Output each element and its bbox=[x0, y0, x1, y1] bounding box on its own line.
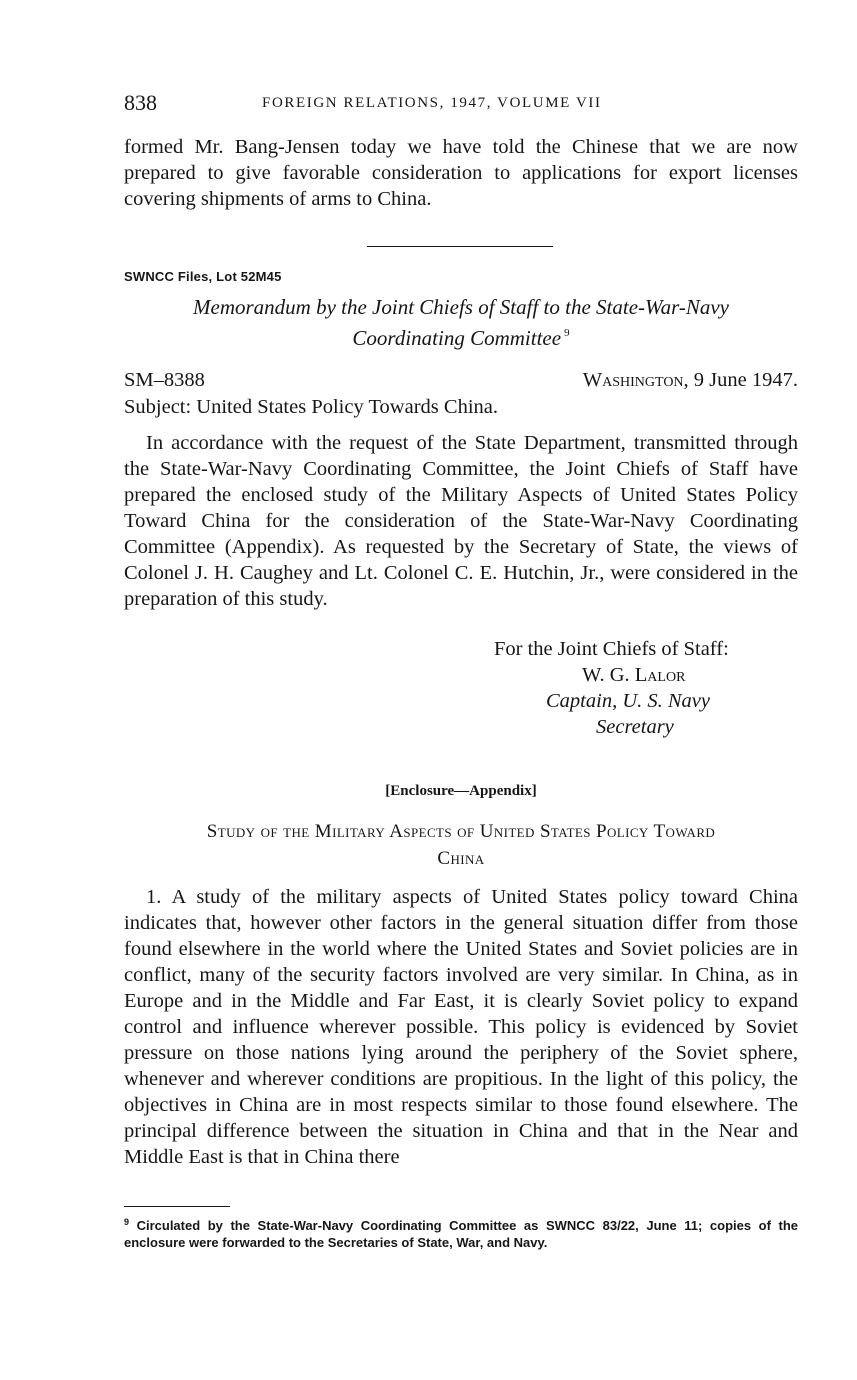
section-divider bbox=[367, 246, 553, 247]
carryover-paragraph: formed Mr. Bang-Jensen today we have told the Chinese that we are now prepared to give favorable consideration to applications for export licenses covering shipments of arms to China. bbox=[124, 136, 798, 210]
study-title-line1: Study of the Military Aspects of United States Policy Toward bbox=[206, 821, 716, 842]
signatory-title: Secretary bbox=[596, 716, 674, 738]
subject-line: Subject: United States Policy Towards China. bbox=[124, 396, 498, 418]
signatory-initials: W. G. bbox=[582, 664, 635, 686]
page-number: 838 bbox=[124, 90, 157, 115]
study-paragraph-1: 1. A study of the military aspects of United States policy toward China indicates that, however other factors in the general situation differ from those found elsewhere in the world where the United States and Soviet policies are in conflict, many of the security factors involved are very similar. In China, as in Europe and in the Middle and Far East, it is clearly Soviet policy to expand control and influence wherever possible. This policy is evidenced by Soviet pressure on those nations lying around the periphery of the Soviet sphere, whenever and wherever conditions are propitious. In the light of this policy, the objectives in China are in most respects similar to those found elsewhere. The principal difference between the situation in China and that in the Near and Middle East is that in China there bbox=[124, 886, 798, 1168]
memo-title-line2-text: Coordinating Committee bbox=[352, 326, 562, 350]
footnote-divider bbox=[124, 1206, 230, 1207]
signatory-name bbox=[582, 664, 685, 687]
running-title: FOREIGN RELATIONS, 1947, VOLUME VII bbox=[262, 95, 602, 111]
memo-title-line1: Memorandum by the Joint Chiefs of Staff to the State-War-Navy bbox=[193, 295, 729, 319]
signature-line: For the Joint Chiefs of Staff: bbox=[494, 638, 729, 660]
dateline bbox=[583, 369, 798, 392]
footnote-text: Circulated by the State-War-Navy Coordinating Committee as SWNCC 83/22, June 11; copies of the enclosure were forwarded to the Secretaries of State, War, and Navy. bbox=[124, 1218, 798, 1250]
footnote-mark: 9 bbox=[124, 1217, 130, 1227]
study-title-line2: China bbox=[437, 848, 485, 869]
signatory-surname: Lalor bbox=[634, 664, 686, 686]
footnote bbox=[124, 1214, 798, 1251]
source-note: SWNCC Files, Lot 52M45 bbox=[124, 269, 282, 284]
document-number: SM–8388 bbox=[124, 369, 205, 391]
study-title bbox=[124, 818, 798, 872]
dateline-place: Washington bbox=[582, 369, 684, 391]
memo-body: In accordance with the request of the State Department, transmitted through the State-War-Navy Coordinating Committee, the Joint Chiefs of Staff have prepared the enclosed study of the Military Aspects of United States Policy Toward China for the consideration of the State-War-Navy Coordinating Committee (Appendix). As requested by the Secretary of State, the views of Colonel J. H. Caughey and Lt. Colonel C. E. Hutchin, Jr., were considered in the preparation of this study. bbox=[124, 432, 798, 610]
signatory-rank: Captain, U. S. Navy bbox=[546, 690, 710, 712]
dateline-date: , 9 June 1947. bbox=[683, 369, 798, 391]
memo-title bbox=[124, 294, 798, 351]
footnote-reference[interactable]: 9 bbox=[564, 327, 570, 339]
enclosure-label: [Enclosure—Appendix] bbox=[385, 783, 537, 799]
memo-title-line2 bbox=[124, 320, 798, 351]
